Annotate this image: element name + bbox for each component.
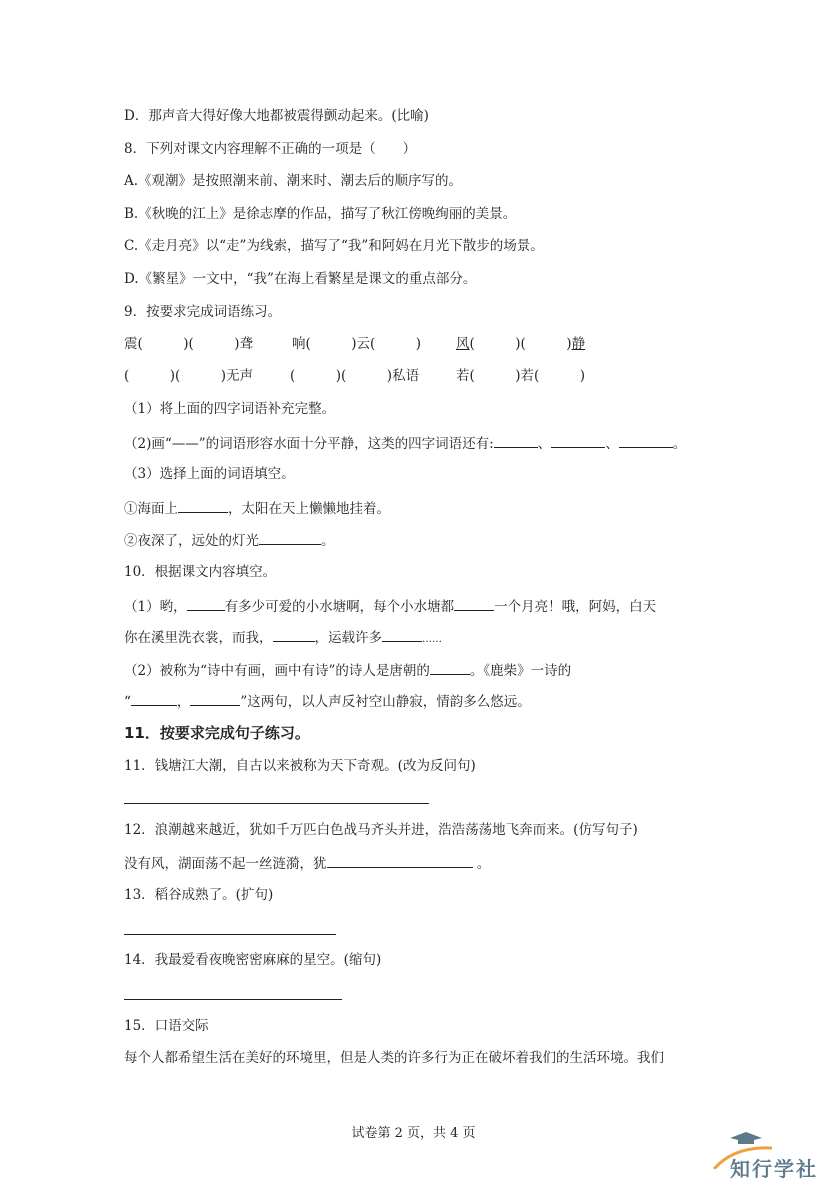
question-7-option-d: D．那声音大得好像大地都被震得颤动起来。(比喻): [124, 108, 429, 124]
fill2-suffix: 。: [321, 533, 335, 549]
answer-blank[interactable]: [551, 433, 605, 448]
question-8-option-c: C.《走月亮》以“走”为线索，描写了“我”和阿妈在月光下散步的场景。: [124, 238, 544, 254]
idiom-3-first-char: 风: [456, 336, 470, 352]
sub2-prefix: （2)画“——”的词语形容水面十分平静，这类的四字词语还有:: [124, 436, 494, 452]
idiom-2: 响( )云( ): [292, 336, 422, 352]
answer-blank[interactable]: [430, 660, 470, 675]
question-9-sub-3: （3）选择上面的词语填空。: [124, 466, 295, 482]
separator: 、: [537, 436, 552, 452]
question-15-body: 每个人都希望生活在美好的环境里，但是人类的许多行为正在破坏着我们的生活环境。我们: [124, 1050, 664, 1066]
idiom-3-last-char: 静: [571, 336, 586, 352]
idiom-3-middle: ( )( ): [469, 336, 572, 352]
answer-blank[interactable]: [273, 627, 315, 642]
answer-blank[interactable]: [327, 853, 473, 868]
answer-blank[interactable]: [178, 498, 228, 513]
question-12-stem: 12．浪潮越来越近，犹如千万匹白色战马齐头并进，浩浩荡荡地飞奔而来。(仿写句子): [124, 822, 638, 838]
question-15-stem: 15．口语交际: [124, 1018, 209, 1034]
fill2-prefix: ②夜深了，远处的灯光: [124, 533, 259, 549]
watermark-logo: [706, 1128, 827, 1181]
fill-sentence-1: [124, 498, 390, 518]
question-8-option-a: A.《观潮》是按照潮来前、潮来时、潮去后的顺序写的。: [124, 173, 463, 189]
section-11-heading: 11．按要求完成句子练习。: [124, 724, 310, 742]
idiom-5: ( )( )私语: [290, 368, 420, 384]
ellipsis: ……: [422, 634, 442, 645]
question-10-stem: 10．根据课文内容填空。: [124, 564, 277, 580]
answer-blank[interactable]: [454, 596, 494, 611]
text: （1）哟，: [124, 599, 187, 615]
question-9-sub-2: [124, 433, 686, 453]
answer-blank[interactable]: [187, 596, 225, 611]
answer-line-13[interactable]: [124, 934, 336, 935]
idiom-1: 震( )( )聋: [124, 336, 254, 352]
watermark-text: 知行学社: [730, 1157, 818, 1181]
text: 一个月亮！哦，阿妈，白天: [494, 599, 657, 615]
fill-sentence-2: [124, 530, 335, 550]
idiom-4: ( )( )无声: [124, 368, 254, 384]
idiom-3-underlined: [456, 335, 585, 353]
text: 你在溪里洗衣裳，而我，: [124, 630, 273, 646]
text: 。: [472, 856, 491, 872]
text: ”这两句，以人声反衬空山静寂，情韵多么悠远。: [240, 694, 531, 710]
answer-blank[interactable]: [382, 627, 422, 642]
text: ，运载许多: [314, 630, 382, 646]
question-8-stem: 8．下列对课文内容理解不正确的一项是（ ）: [124, 141, 417, 157]
answer-blank[interactable]: [131, 691, 177, 706]
fill1-prefix: ①海面上: [124, 501, 178, 517]
text: 没有风，湖面荡不起一丝涟漪，犹: [124, 856, 327, 872]
question-14-stem: 14．我最爱看夜晚密密麻麻的星空。(缩句): [124, 952, 382, 968]
answer-blank[interactable]: [190, 691, 240, 706]
question-9-sub-1: （1）将上面的四字词语补充完整。: [124, 401, 336, 417]
answer-blank[interactable]: [494, 433, 538, 448]
question-10-sub-1-line-1: [124, 596, 656, 616]
text: （2）被称为“诗中有画，画中有诗”的诗人是唐朝的: [124, 663, 430, 679]
question-10-sub-2-line-2: [124, 691, 531, 711]
answer-line-11[interactable]: [124, 803, 429, 804]
separator: 、: [605, 436, 619, 452]
answer-blank[interactable]: [259, 530, 321, 545]
question-8-option-b: B.《秋晚的江上》是徐志摩的作品，描写了秋江傍晚绚丽的美景。: [124, 206, 517, 222]
idiom-6: 若( )若( ): [456, 368, 586, 384]
period: 。: [672, 436, 687, 452]
text: “: [124, 694, 131, 710]
question-10-sub-1-line-2: [124, 627, 442, 649]
question-9-stem: 9．按要求完成词语练习。: [124, 304, 282, 320]
text: 有多少可爱的小水塘啊，每个小水塘都: [224, 599, 455, 615]
question-12-prompt: [124, 853, 490, 873]
question-11-stem: 11．钱塘江大潮，自古以来被称为天下奇观。(改为反问句): [124, 758, 476, 774]
question-8-option-d: D.《繁星》一文中，“我”在海上看繁星是课文的重点部分。: [124, 271, 477, 287]
question-13-stem: 13．稻谷成熟了。(扩句): [124, 887, 274, 903]
question-10-sub-2-line-1: [124, 660, 571, 680]
text: 。《鹿柴》一诗的: [469, 663, 572, 679]
page-footer: 试卷第 2 页，共 4 页: [351, 1126, 476, 1141]
answer-line-14[interactable]: [124, 999, 342, 1000]
fill1-suffix: ，太阳在天上懒懒地挂着。: [228, 501, 390, 517]
answer-blank[interactable]: [619, 433, 673, 448]
text: ，: [176, 694, 191, 710]
